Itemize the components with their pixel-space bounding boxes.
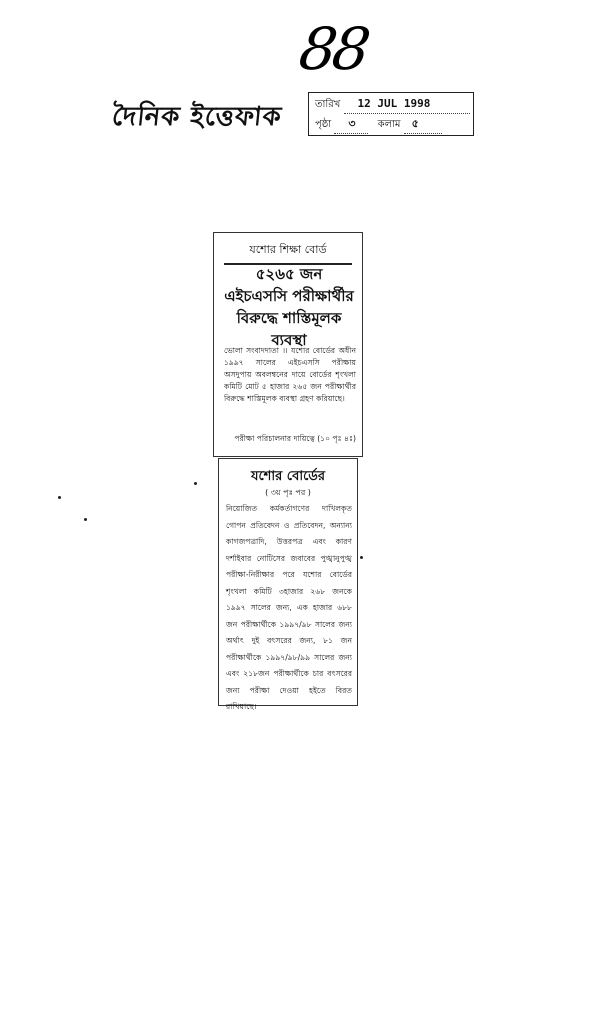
stamp-column-value: ৫ [404,115,442,134]
date-page-stamp [308,92,474,136]
clipping-continuation: পরীক্ষা পরিচালনার দায়িত্বে (১০ পৃঃ ৪ঃ) [234,434,356,443]
stamp-page-label: পৃষ্ঠা [315,119,332,130]
continued-clipping-body: নিয়োজিত কর্মকর্তাগণের দাখিলকৃত গোপন প্রতিবেদন ও প্রতিবেদন, অন্যান্য কাগজপত্রাদি, উত্তরপত্র এবং কারণ দর্শাইবার নোটিসের জবাবের পুঙ্খানুপুঙ্খ পরীক্ষা-নিরীক্ষার পরে যশোর বোর্ডের শৃংখলা কমিটি ৩হাজার ২৬৮ জনকে ১৯৯৭ সালের জন্য, এক হাজার ৬৮৮ জন পরীক্ষার্থীকে ১৯৯৭/৯৮ সালের জন্য অর্থাৎ দুই বৎসরের জন্য, ৮১ জন পরীক্ষার্থীকে ১৯৯৭/৯৮/৯৯ সালের জন্য এবং ২১৮জন পরীক্ষার্থীকে চার বৎসরের জন্য পরীক্ষা দেওয়া হইতে বিরত রাখিয়াছে। [226,504,352,711]
clipping-headline: ৫২৬৫ জন এইচএসসি পরীক্ষার্থীর বিরুদ্ধে শাস্তিমূলক ব্যবস্থা [224,265,354,349]
clipping-kicker: যশোর শিক্ষা বোর্ড [224,241,352,265]
scan-speck [84,518,87,521]
scan-speck [360,556,363,559]
handwritten-folio-number [295,14,390,84]
continued-clipping-subtitle: ( ৩য় পৃঃ পর ) [265,488,311,497]
scan-speck [58,496,61,499]
news-clipping-main [213,232,363,457]
newspaper-name-stamp: দৈনিক ইত্তেফাক [110,102,284,132]
stamp-date-label: তারিখ [315,99,341,110]
folio-number-text: 88 [295,15,371,83]
stamp-page-value: ৩ [334,115,368,134]
scan-speck [194,482,197,485]
stamp-column-label: কলাম [377,119,401,130]
stamp-date-row [315,95,470,113]
stamp-page-row [315,115,442,133]
news-clipping-continued [218,458,358,711]
stamp-date-value: 12 JUL 1998 [344,95,470,114]
continued-clipping-title: যশোর বোর্ডের [250,469,326,484]
clipping-body: ভোলা সংবাদদাতা ।। যশোর বোর্ডের অধীন ১৯৯৭ সালের এইচএসসি পরীক্ষায় অসদুপায় অবলম্বনের দায়ে বোর্ডের শৃংখলা কমিটি মোট ৫ হাজার ২৬৫ জন পরীক্ষার্থীর বিরুদ্ধে শাস্তিমূলক ব্যবস্থা গ্রহণ করিয়াছে। [224,346,356,403]
